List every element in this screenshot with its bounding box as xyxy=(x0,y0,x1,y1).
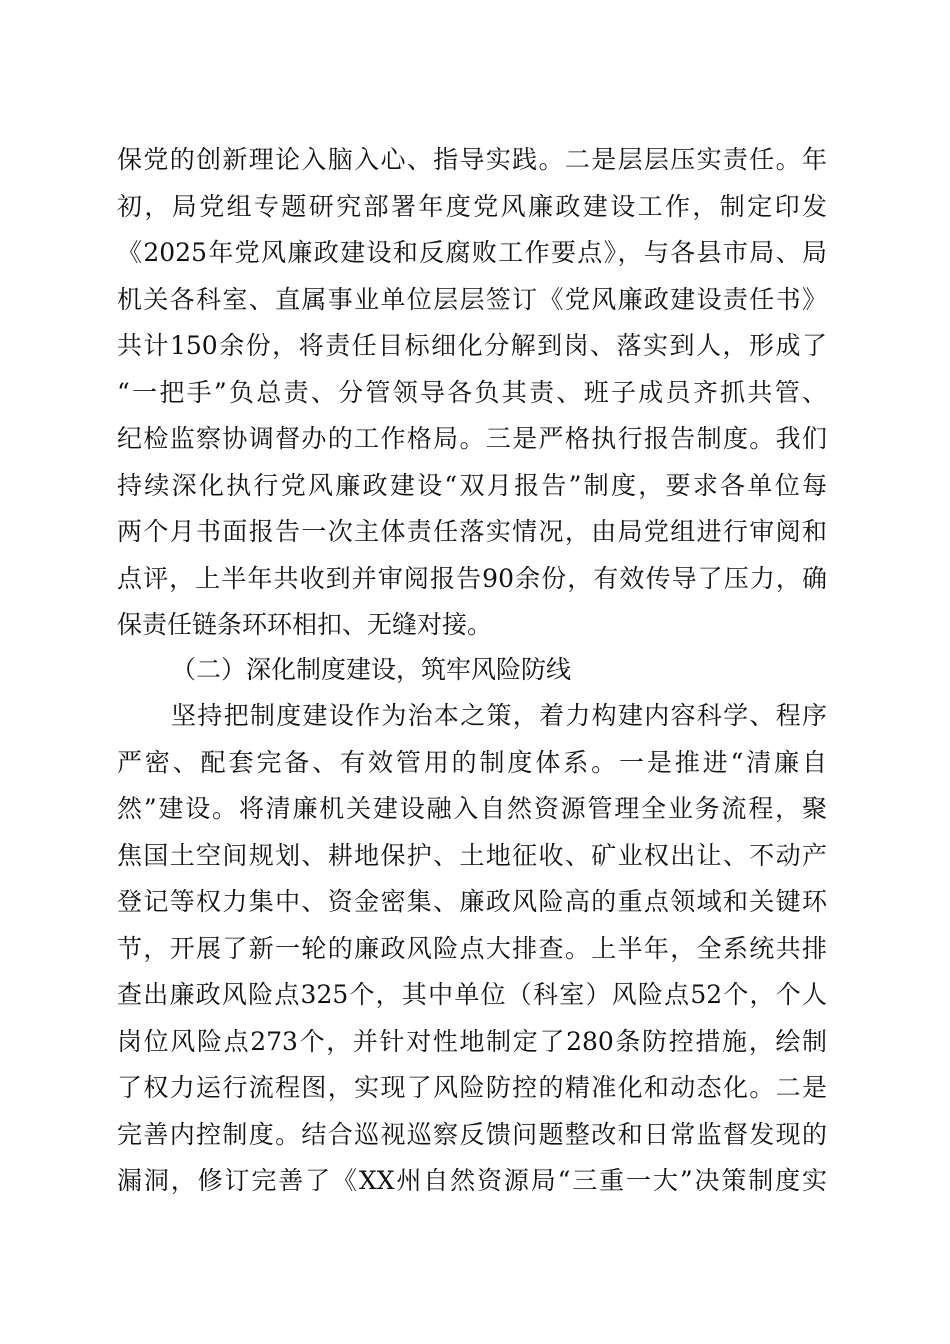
paragraph-2-line-3: 然”建设。将清廉机关建设融入自然资源管理全业务流程，聚 xyxy=(117,794,827,823)
paragraph-1-line-3: 《2025年党风廉政建设和反腐败工作要点》，与各县市局、局 xyxy=(117,238,827,267)
paragraph-2-line-5: 登记等权力集中、资金密集、廉政风险高的重点领域和关键环 xyxy=(117,887,827,916)
paragraph-1-line-8: 持续深化执行党风廉政建设“双月报告”制度，要求各单位每 xyxy=(117,471,827,500)
paragraph-2-line-2: 严密、配套完备、有效管用的制度体系。一是推进“清廉自 xyxy=(117,748,827,777)
paragraph-2-line-11: 漏洞，修订完善了《XX州自然资源局“三重一大”决策制度实 xyxy=(117,1166,827,1195)
paragraph-2-line-8: 岗位风险点273个，并针对性地制定了280条防控措施，绘制 xyxy=(117,1027,827,1056)
paragraph-2-line-7: 查出廉政风险点325个，其中单位（科室）风险点52个，个人 xyxy=(117,980,827,1009)
paragraph-1-line-6: “一把手”负总责、分管领导各负其责、班子成员齐抓共管、 xyxy=(117,378,827,407)
paragraph-1-line-4: 机关各科室、直属事业单位层层签订《党风廉政建设责任书》 xyxy=(117,285,827,314)
paragraph-1-line-11: 保责任链条环环相扣、无缝对接。 xyxy=(117,610,493,639)
section-heading: （二）深化制度建设，筑牢风险防线 xyxy=(171,655,572,684)
paragraph-1-line-5: 共计150余份，将责任目标细化分解到岗、落实到人，形成了 xyxy=(117,331,827,360)
paragraph-1-line-10: 点评，上半年共收到并审阅报告90余份，有效传导了压力，确 xyxy=(117,564,827,593)
paragraph-1-line-2: 初，局党组专题研究部署年度党风廉政建设工作，制定印发 xyxy=(117,192,827,221)
paragraph-1-line-9: 两个月书面报告一次主体责任落实情况，由局党组进行审阅和 xyxy=(117,517,827,546)
paragraph-1-line-7: 纪检监察协调督办的工作格局。三是严格执行报告制度。我们 xyxy=(117,424,827,453)
paragraph-1-line-1: 保党的创新理论入脑入心、指导实践。二是层层压实责任。年 xyxy=(117,145,827,174)
paragraph-2-line-4: 焦国土空间规划、耕地保护、土地征收、矿业权出让、不动产 xyxy=(117,841,827,870)
paragraph-2-line-9: 了权力运行流程图，实现了风险防控的精准化和动态化。二是 xyxy=(117,1073,827,1102)
paragraph-2-line-6: 节，开展了新一轮的廉政风险点大排查。上半年，全系统共排 xyxy=(117,934,827,963)
paragraph-2-line-10: 完善内控制度。结合巡视巡察反馈问题整改和日常监督发现的 xyxy=(117,1120,827,1149)
paragraph-2-line-1: 坚持把制度建设作为治本之策，着力构建内容科学、程序 xyxy=(171,701,827,730)
